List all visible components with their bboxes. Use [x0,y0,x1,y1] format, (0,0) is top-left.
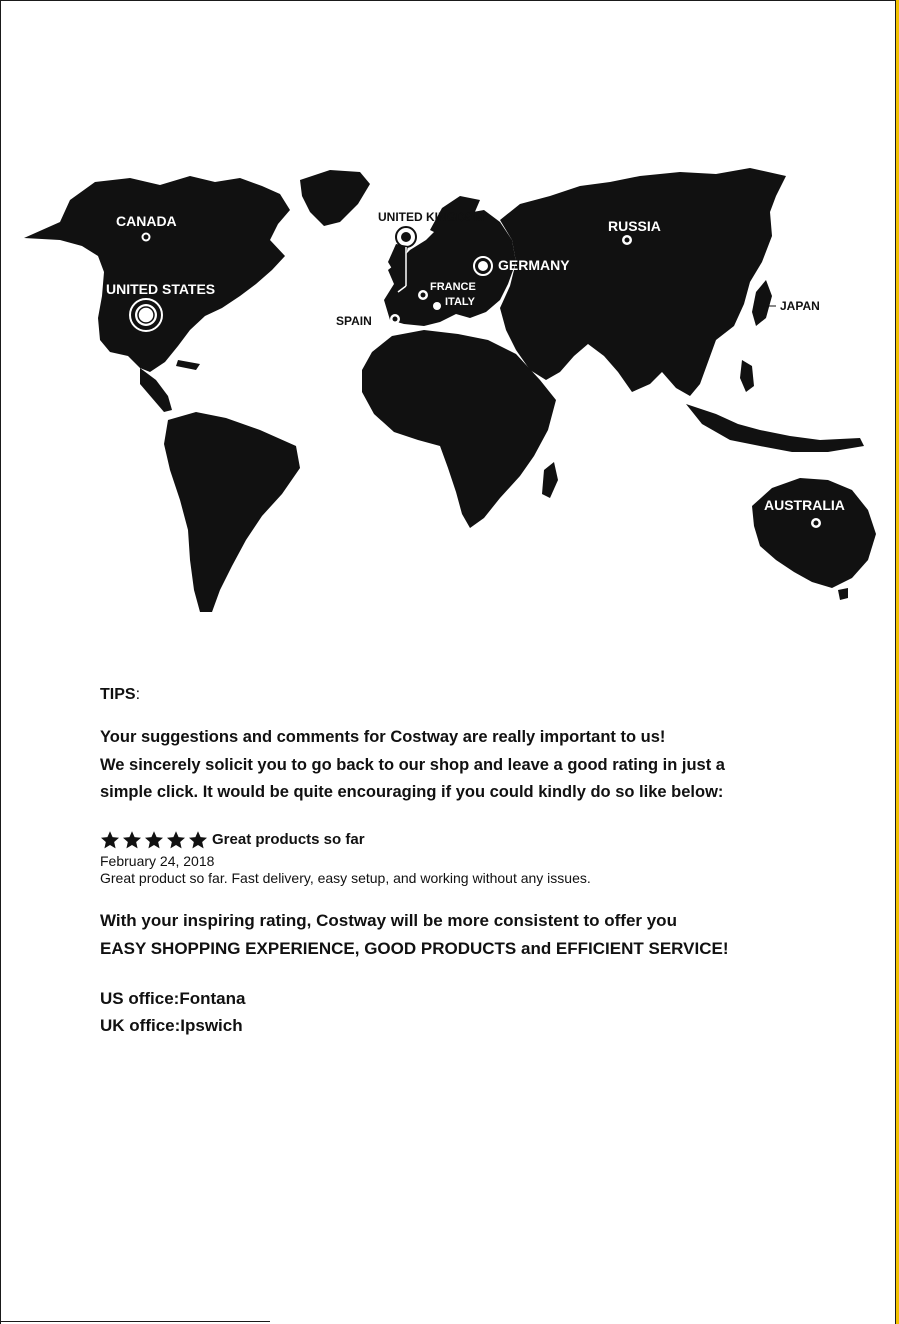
country-label-australia: AUSTRALIA [764,497,845,513]
russia-marker-core [625,238,630,243]
caribbean-islands [176,360,200,370]
country-label-united-kingdom: UNITED KINGDOM [378,210,484,224]
continents [24,168,876,612]
north-america-landmass [24,176,290,372]
south-america [164,412,300,612]
tips-heading-colon: : [135,686,141,703]
star-icon [100,830,120,850]
france-marker-core [421,293,426,298]
southeast-asia-islands [686,404,864,452]
world-map [0,150,899,630]
central-america [140,368,172,412]
star-icon [144,830,164,850]
united-kingdom-marker-core [401,232,411,242]
uk-office: UK office:Ipswich [100,1015,243,1035]
spain-marker-core [393,317,398,322]
tips-heading [100,686,860,704]
closing-line-2: EASY SHOPPING EXPERIENCE, GOOD PRODUCTS and EFFICIENT SERVICE! [100,938,729,958]
star-icon [122,830,142,850]
philippines [740,360,754,392]
frame-border-top [0,0,897,1]
country-label-japan: JAPAN [780,299,820,313]
country-label-germany: GERMANY [498,257,570,273]
tips-section [100,686,860,1039]
star-rating [100,830,208,850]
star-icon [188,830,208,850]
greenland [300,170,370,226]
review-body: Great product so far. Fast delivery, easy setup, and working without any issues. [100,869,591,886]
germany-marker-core [478,261,488,271]
tips-message-line-2: We sincerely solicit you to go back to our shop and leave a good rating in just a [100,755,725,774]
madagascar [542,462,558,498]
review-date: February 24, 2018 [100,852,215,869]
country-label-canada: CANADA [116,213,177,229]
tips-heading-text: TIPS [100,686,136,703]
country-label-spain: SPAIN [336,314,372,328]
us-office: US office:Fontana [100,988,246,1008]
closing-message [100,907,860,963]
country-label-united-states: UNITED STATES [106,281,216,297]
tasmania [838,588,848,600]
star-icon [166,830,186,850]
review-title: Great products so far [212,831,365,848]
office-list [100,985,860,1039]
review-header [100,830,860,850]
country-label-russia: RUSSIA [608,218,661,234]
country-label-italy: ITALY [445,296,475,308]
australia-marker-core [814,521,819,526]
italy-marker [433,302,441,310]
tips-message-line-1: Your suggestions and comments for Costway are really important to us! [100,728,666,746]
frame-border-bottom [0,1321,270,1322]
japan-islands [752,280,772,326]
canada-marker-core [144,235,149,240]
australia [752,478,876,588]
sample-review [100,830,860,887]
country-label-france: FRANCE [430,281,476,293]
closing-line-1: With your inspiring rating, Costway will be more consistent to offer you [100,910,677,930]
tips-message-line-3: simple click. It would be quite encouraging if you could kindly do so like below: [100,783,724,801]
